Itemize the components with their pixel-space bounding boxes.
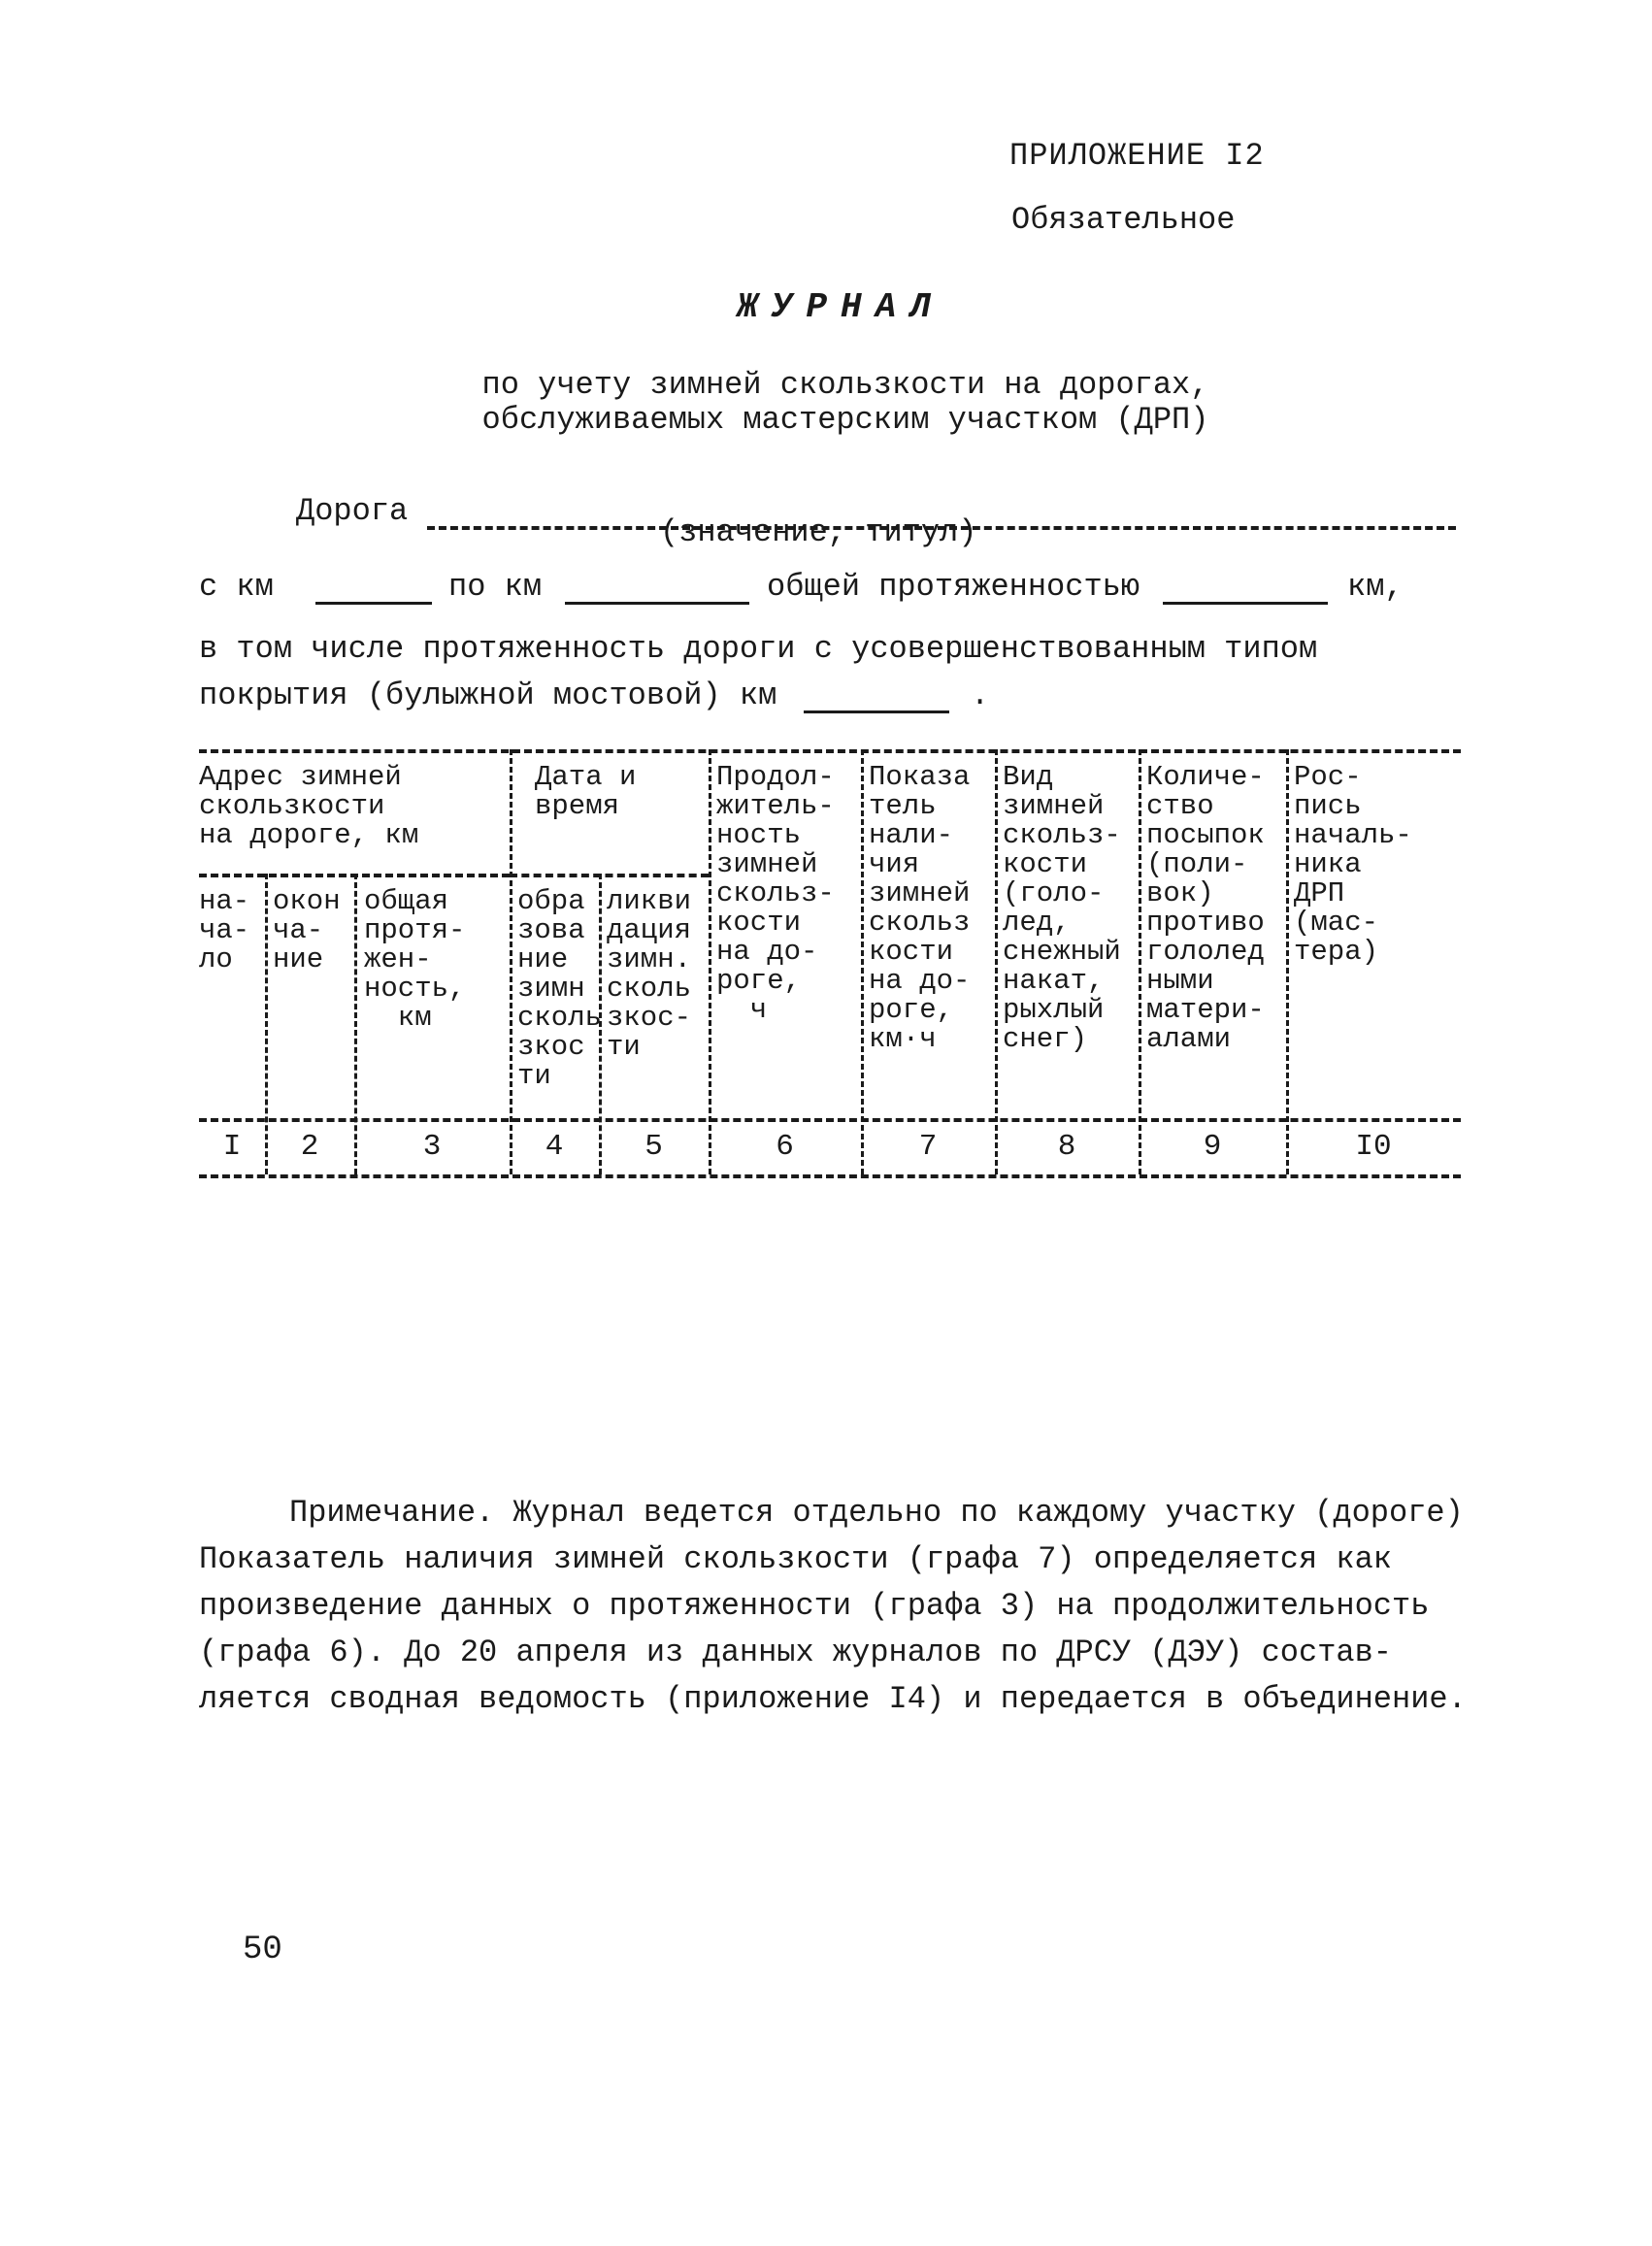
- pavement-text: покрытия (булыжной мостовой) км: [199, 677, 777, 713]
- from-km-label: с км: [199, 569, 274, 605]
- road-label: Дорога: [296, 493, 409, 529]
- col-divider-6: [861, 749, 864, 1174]
- col-divider-8: [1139, 749, 1141, 1174]
- header-col-elimination: ликви дация зимн. сколь зкос- ти: [607, 885, 692, 1063]
- table-header-bottom: [199, 1118, 1461, 1122]
- winter-slipperiness-table: [199, 738, 1461, 1194]
- header-col-start: на- ча- ло: [199, 885, 250, 975]
- to-km-label: по км: [448, 569, 543, 605]
- km-unit: км,: [1347, 569, 1404, 605]
- header-col-type: Вид зимней скольз- кости (голо- лед, снежный накат, рыхлый снег): [1003, 761, 1121, 1055]
- total-length-label: общей протяженностью: [767, 569, 1140, 605]
- table-bottom-border: [199, 1174, 1461, 1178]
- header-address-group: Адрес зимней скользкости на дороге, км: [199, 761, 419, 851]
- improved-surface-text: в том числе протяженность дороги с усовершенствованным типом: [199, 631, 1318, 667]
- document-title: ЖУРНАЛ: [737, 287, 944, 327]
- note-line-3: произведение данных о протяженности (графа 3) на продолжительность: [199, 1588, 1430, 1624]
- table-top-border: [199, 749, 1461, 753]
- header-col-duration: Продол- житель- ность зимней скольз- кости на до- роге, ч: [716, 761, 835, 1026]
- header-col-treatments: Количе- ство посыпок (поли- вок) противо гололед ными матери- алами: [1146, 761, 1265, 1055]
- appendix-label: ПРИЛОЖЕНИЕ I2: [1009, 138, 1265, 174]
- subtitle-line-1: по учету зимней скользкости на дорогах,: [481, 367, 1209, 403]
- col-number-6: 6: [776, 1130, 794, 1164]
- page-number: 50: [243, 1932, 282, 1968]
- header-col-formation: обра зова ние зимн сколь зкос ти: [517, 885, 603, 1092]
- header-col-total-length: общая протя- жен- ность, км: [364, 885, 466, 1034]
- to-km-field[interactable]: [565, 602, 749, 605]
- col-number-2: 2: [300, 1130, 319, 1164]
- line-end-dot: .: [971, 677, 990, 713]
- col-number-1: I: [222, 1130, 242, 1164]
- note-line-2: Показатель наличия зимней скользкости (графа 7) определяется как: [199, 1541, 1392, 1577]
- col-number-5: 5: [644, 1130, 663, 1164]
- note-line-4: (графа 6). До 20 апреля из данных журналов по ДРСУ (ДЭУ) состав-: [199, 1635, 1392, 1670]
- road-caption: (значение, титул): [660, 514, 977, 550]
- col-number-10: I0: [1355, 1130, 1392, 1164]
- header-datetime-group: Дата и время: [535, 761, 637, 822]
- col-divider-3: [510, 749, 512, 1174]
- col-number-9: 9: [1203, 1130, 1222, 1164]
- col-divider-7: [995, 749, 998, 1174]
- subtitle-line-2: обслуживаемых мастерским участком (ДРП): [481, 402, 1209, 438]
- pavement-km-field[interactable]: [804, 710, 949, 713]
- header-col-end: окон ча- ние: [273, 885, 341, 975]
- col-number-8: 8: [1057, 1130, 1076, 1164]
- from-km-field[interactable]: [315, 602, 432, 605]
- col-divider-9: [1286, 749, 1289, 1174]
- note-line-1: Примечание. Журнал ведется отдельно по каждому участку (дороге): [289, 1495, 1464, 1531]
- total-length-field[interactable]: [1163, 602, 1328, 605]
- note-line-5: ляется сводная ведомость (приложение I4) и передается в объединение.: [199, 1681, 1467, 1717]
- datetime-group-divider: [510, 874, 709, 877]
- header-col-indicator: Показа тель нали- чия зимней скольз кости на до- роге, км·ч: [869, 761, 971, 1055]
- col-number-3: 3: [422, 1130, 442, 1164]
- col-number-4: 4: [545, 1130, 564, 1164]
- mandatory-label: Обязательное: [1011, 202, 1236, 238]
- col-number-7: 7: [918, 1130, 938, 1164]
- col-divider-5: [709, 749, 711, 1174]
- header-col-signature: Рос- пись началь- ника ДРП (мас- тера): [1294, 761, 1412, 968]
